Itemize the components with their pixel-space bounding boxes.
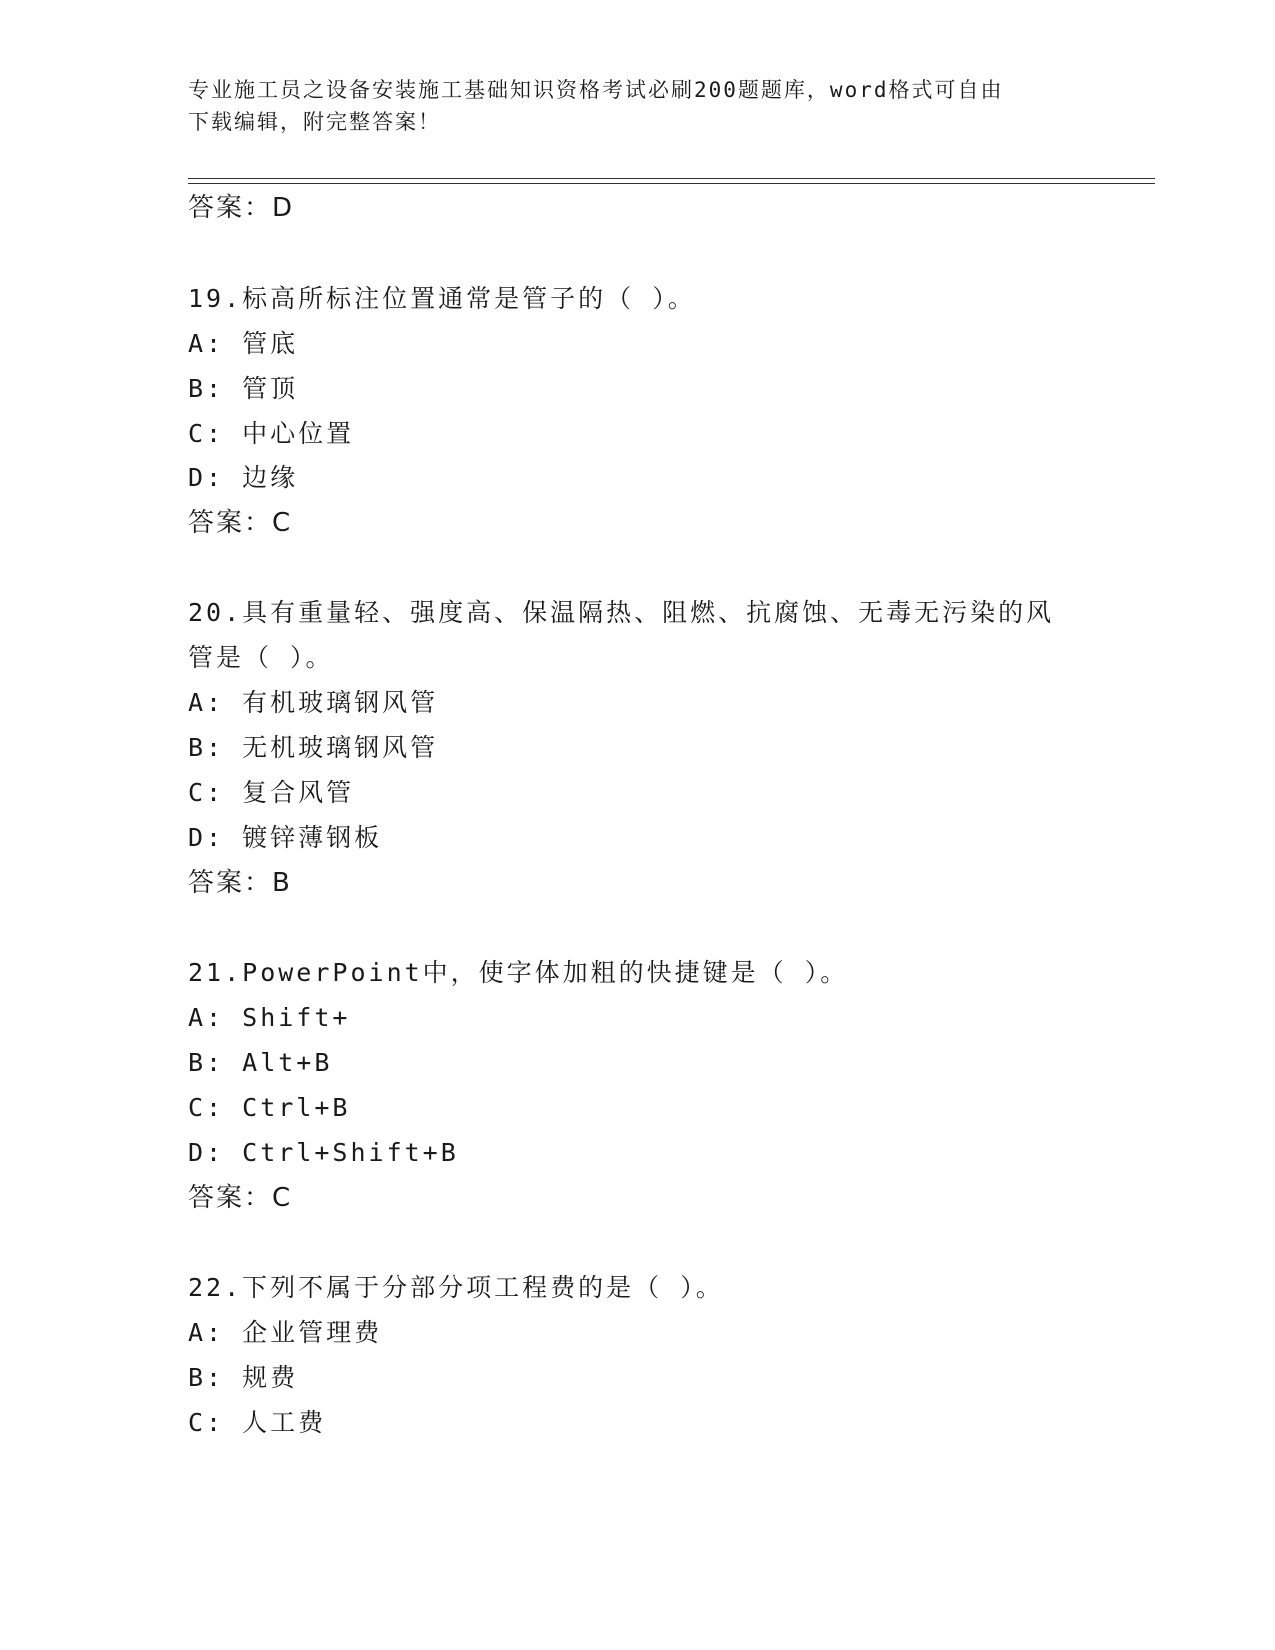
question-21-stem: 21.PowerPoint中，使字体加粗的快捷键是（ ）。 — [188, 958, 849, 987]
question-19-option-b: B: 管顶 — [188, 374, 299, 403]
question-19-answer: 答案：C — [188, 508, 293, 538]
question-21-option-d: D: Ctrl+Shift+B — [188, 1138, 459, 1167]
header-rule-bottom — [188, 183, 1155, 184]
question-20-answer: 答案：B — [188, 868, 292, 898]
question-21-answer: 答案：C — [188, 1183, 293, 1213]
question-21-option-b: B: Alt+B — [188, 1048, 333, 1077]
header-rule-top — [188, 178, 1155, 179]
question-20-stem-line-2: 管是（ ）。 — [188, 643, 334, 672]
previous-answer: 答案：D — [188, 193, 295, 223]
question-22-option-b: B: 规费 — [188, 1363, 299, 1392]
question-19-option-c: C: 中心位置 — [188, 419, 355, 448]
question-22-stem: 22.下列不属于分部分项工程费的是（ ）。 — [188, 1273, 724, 1302]
question-20-option-c: C: 复合风管 — [188, 778, 355, 807]
question-22-option-c: C: 人工费 — [188, 1408, 327, 1437]
question-20-option-b: B: 无机玻璃钢风管 — [188, 733, 439, 762]
question-19-option-a: A: 管底 — [188, 329, 299, 358]
question-21-option-c: C: Ctrl+B — [188, 1093, 351, 1122]
question-19-stem: 19.标高所标注位置通常是管子的（ ）。 — [188, 284, 696, 313]
question-19-option-d: D: 边缘 — [188, 463, 299, 492]
document-header — [188, 74, 1088, 138]
question-22-option-a: A: 企业管理费 — [188, 1318, 383, 1347]
question-21-option-a: A: Shift+ — [188, 1003, 351, 1032]
header-line-2: 下载编辑，附完整答案！ — [188, 110, 441, 134]
question-20-option-d: D: 镀锌薄钢板 — [188, 823, 383, 852]
question-20-option-a: A: 有机玻璃钢风管 — [188, 688, 439, 717]
header-line-1: 专业施工员之设备安装施工基础知识资格考试必刷200题题库，word格式可自由 — [188, 78, 1004, 102]
question-20-stem-line-1: 20.具有重量轻、强度高、保温隔热、阻燃、抗腐蚀、无毒无污染的风 — [188, 598, 1055, 627]
